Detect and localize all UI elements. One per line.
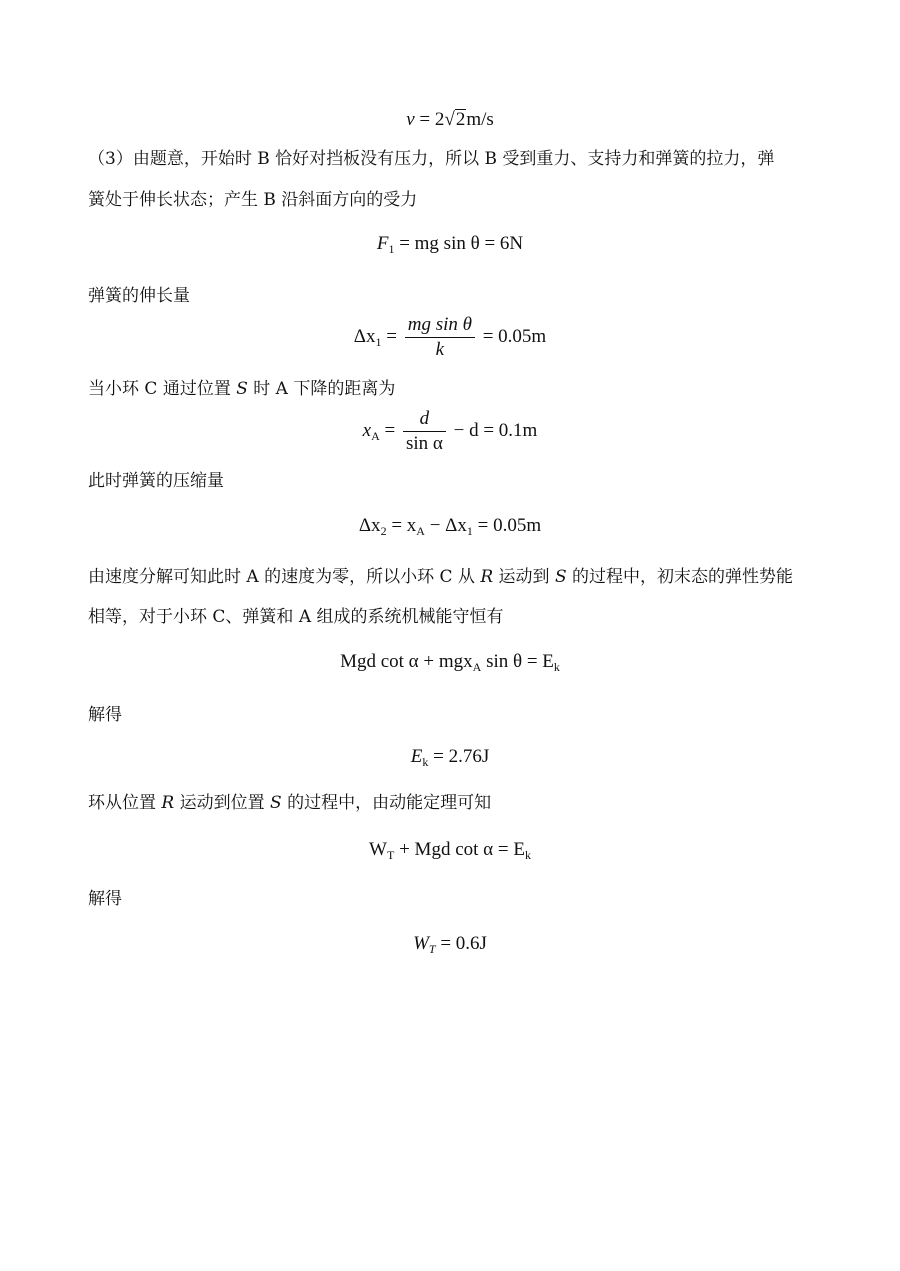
eq-lhs: Δx: [353, 325, 376, 347]
eq-subscript: A: [416, 524, 425, 538]
paragraph-velocity-line1: [88, 566, 793, 588]
eq-rhs: = 0.6J: [440, 933, 487, 954]
paragraph-work-theorem: [88, 792, 491, 814]
fraction-denominator: k: [435, 339, 445, 360]
eq-unit: m/s: [466, 109, 494, 130]
eq-term: = x: [391, 515, 417, 536]
fraction-numerator: d: [403, 408, 446, 432]
equation-dx2: [0, 514, 900, 543]
symbol-S: S: [236, 379, 248, 399]
eq-term: − Δx: [429, 515, 467, 536]
paragraph-stretch: 弹簧的伸长量: [88, 286, 190, 306]
eq-operator: =: [384, 419, 396, 441]
eq-operator: =: [419, 109, 431, 130]
radicand: 2: [455, 109, 466, 130]
eq-subscript: A: [472, 660, 482, 674]
eq-subscript: 2: [380, 524, 387, 538]
equation-dx1: [0, 314, 900, 361]
symbol-R: R: [480, 567, 494, 587]
eq-body: = mg sin θ = 6N: [399, 233, 524, 254]
eq-term: sin θ = E: [481, 651, 554, 672]
eq-subscript: k: [422, 755, 429, 769]
text-segment: 当小环 C 通过位置: [88, 379, 237, 399]
paragraph-compression: 此时弹簧的压缩量: [88, 471, 224, 491]
eq-rhs: − d = 0.1m: [453, 419, 538, 441]
fraction: [403, 408, 446, 455]
equation-energy-conservation: [0, 650, 900, 679]
fraction-numerator: mg sin θ: [405, 314, 475, 338]
text-segment: 时 A 下降的距离为: [247, 379, 396, 399]
symbol-R: R: [161, 793, 175, 813]
eq-subscript: k: [553, 660, 560, 674]
eq-symbol-W: W: [413, 933, 429, 954]
eq-subscript: T: [428, 942, 436, 956]
eq-body: + Mgd cot α = E: [394, 839, 525, 860]
eq-operator: =: [386, 325, 397, 347]
fraction-denominator: sin α: [405, 433, 443, 454]
eq-symbol-W: W: [369, 839, 387, 860]
symbol-S: S: [270, 793, 282, 813]
radical-sign: √: [444, 109, 455, 130]
eq-rhs: = 0.05m: [482, 325, 547, 347]
text-segment: 环从位置: [88, 793, 162, 813]
paragraph-velocity-line2: 相等，对于小环 C、弹簧和 A 组成的系统机械能守恒有: [88, 607, 504, 627]
paragraph-ring-at-s: [88, 378, 395, 400]
eq-coefficient: 2: [434, 109, 445, 130]
equation-Ek: [0, 745, 900, 774]
paragraph-part3-line1: （3）由题意，开始时 B 恰好对挡板没有压力，所以 B 受到重力、支持力和弹簧的拉力，弹: [88, 149, 775, 169]
symbol-S: S: [554, 567, 567, 587]
fraction: [405, 314, 475, 361]
equation-xA: [0, 408, 900, 455]
text-segment: 由速度分解可知此时 A 的速度为零，所以小环 C 从: [88, 567, 481, 587]
eq-symbol-E: E: [410, 746, 423, 767]
eq-subscript: 1: [466, 524, 473, 538]
equation-speed: [0, 108, 900, 132]
paragraph-part3-line2: 簧处于伸长状态；产生 B 沿斜面方向的受力: [88, 190, 418, 210]
eq-symbol-x: x: [362, 419, 372, 441]
equation-F1: [0, 232, 900, 261]
eq-symbol-v: v: [406, 109, 415, 130]
eq-rhs: = 2.76J: [433, 746, 490, 767]
text-segment: 的过程中，由动能定理可知: [281, 793, 492, 813]
equation-WT-result: [0, 932, 900, 961]
eq-subscript: A: [371, 428, 380, 443]
eq-subscript: T: [386, 848, 395, 862]
eq-term: Δx: [358, 515, 381, 536]
eq-subscript: k: [524, 848, 531, 862]
paragraph-solve-1: 解得: [88, 705, 122, 725]
text-segment: 运动到位置: [174, 793, 271, 813]
text-segment: 的过程中，初末态的弹性势能: [566, 567, 793, 587]
eq-subscript: 1: [375, 334, 382, 349]
eq-term: = 0.05m: [477, 515, 542, 536]
eq-subscript: 1: [388, 242, 395, 256]
eq-term: Mgd cot α + mgx: [340, 651, 473, 672]
paragraph-solve-2: 解得: [88, 889, 122, 909]
text-segment: 运动到: [493, 567, 555, 587]
eq-symbol-F: F: [376, 233, 389, 254]
equation-work-energy: [0, 838, 900, 867]
